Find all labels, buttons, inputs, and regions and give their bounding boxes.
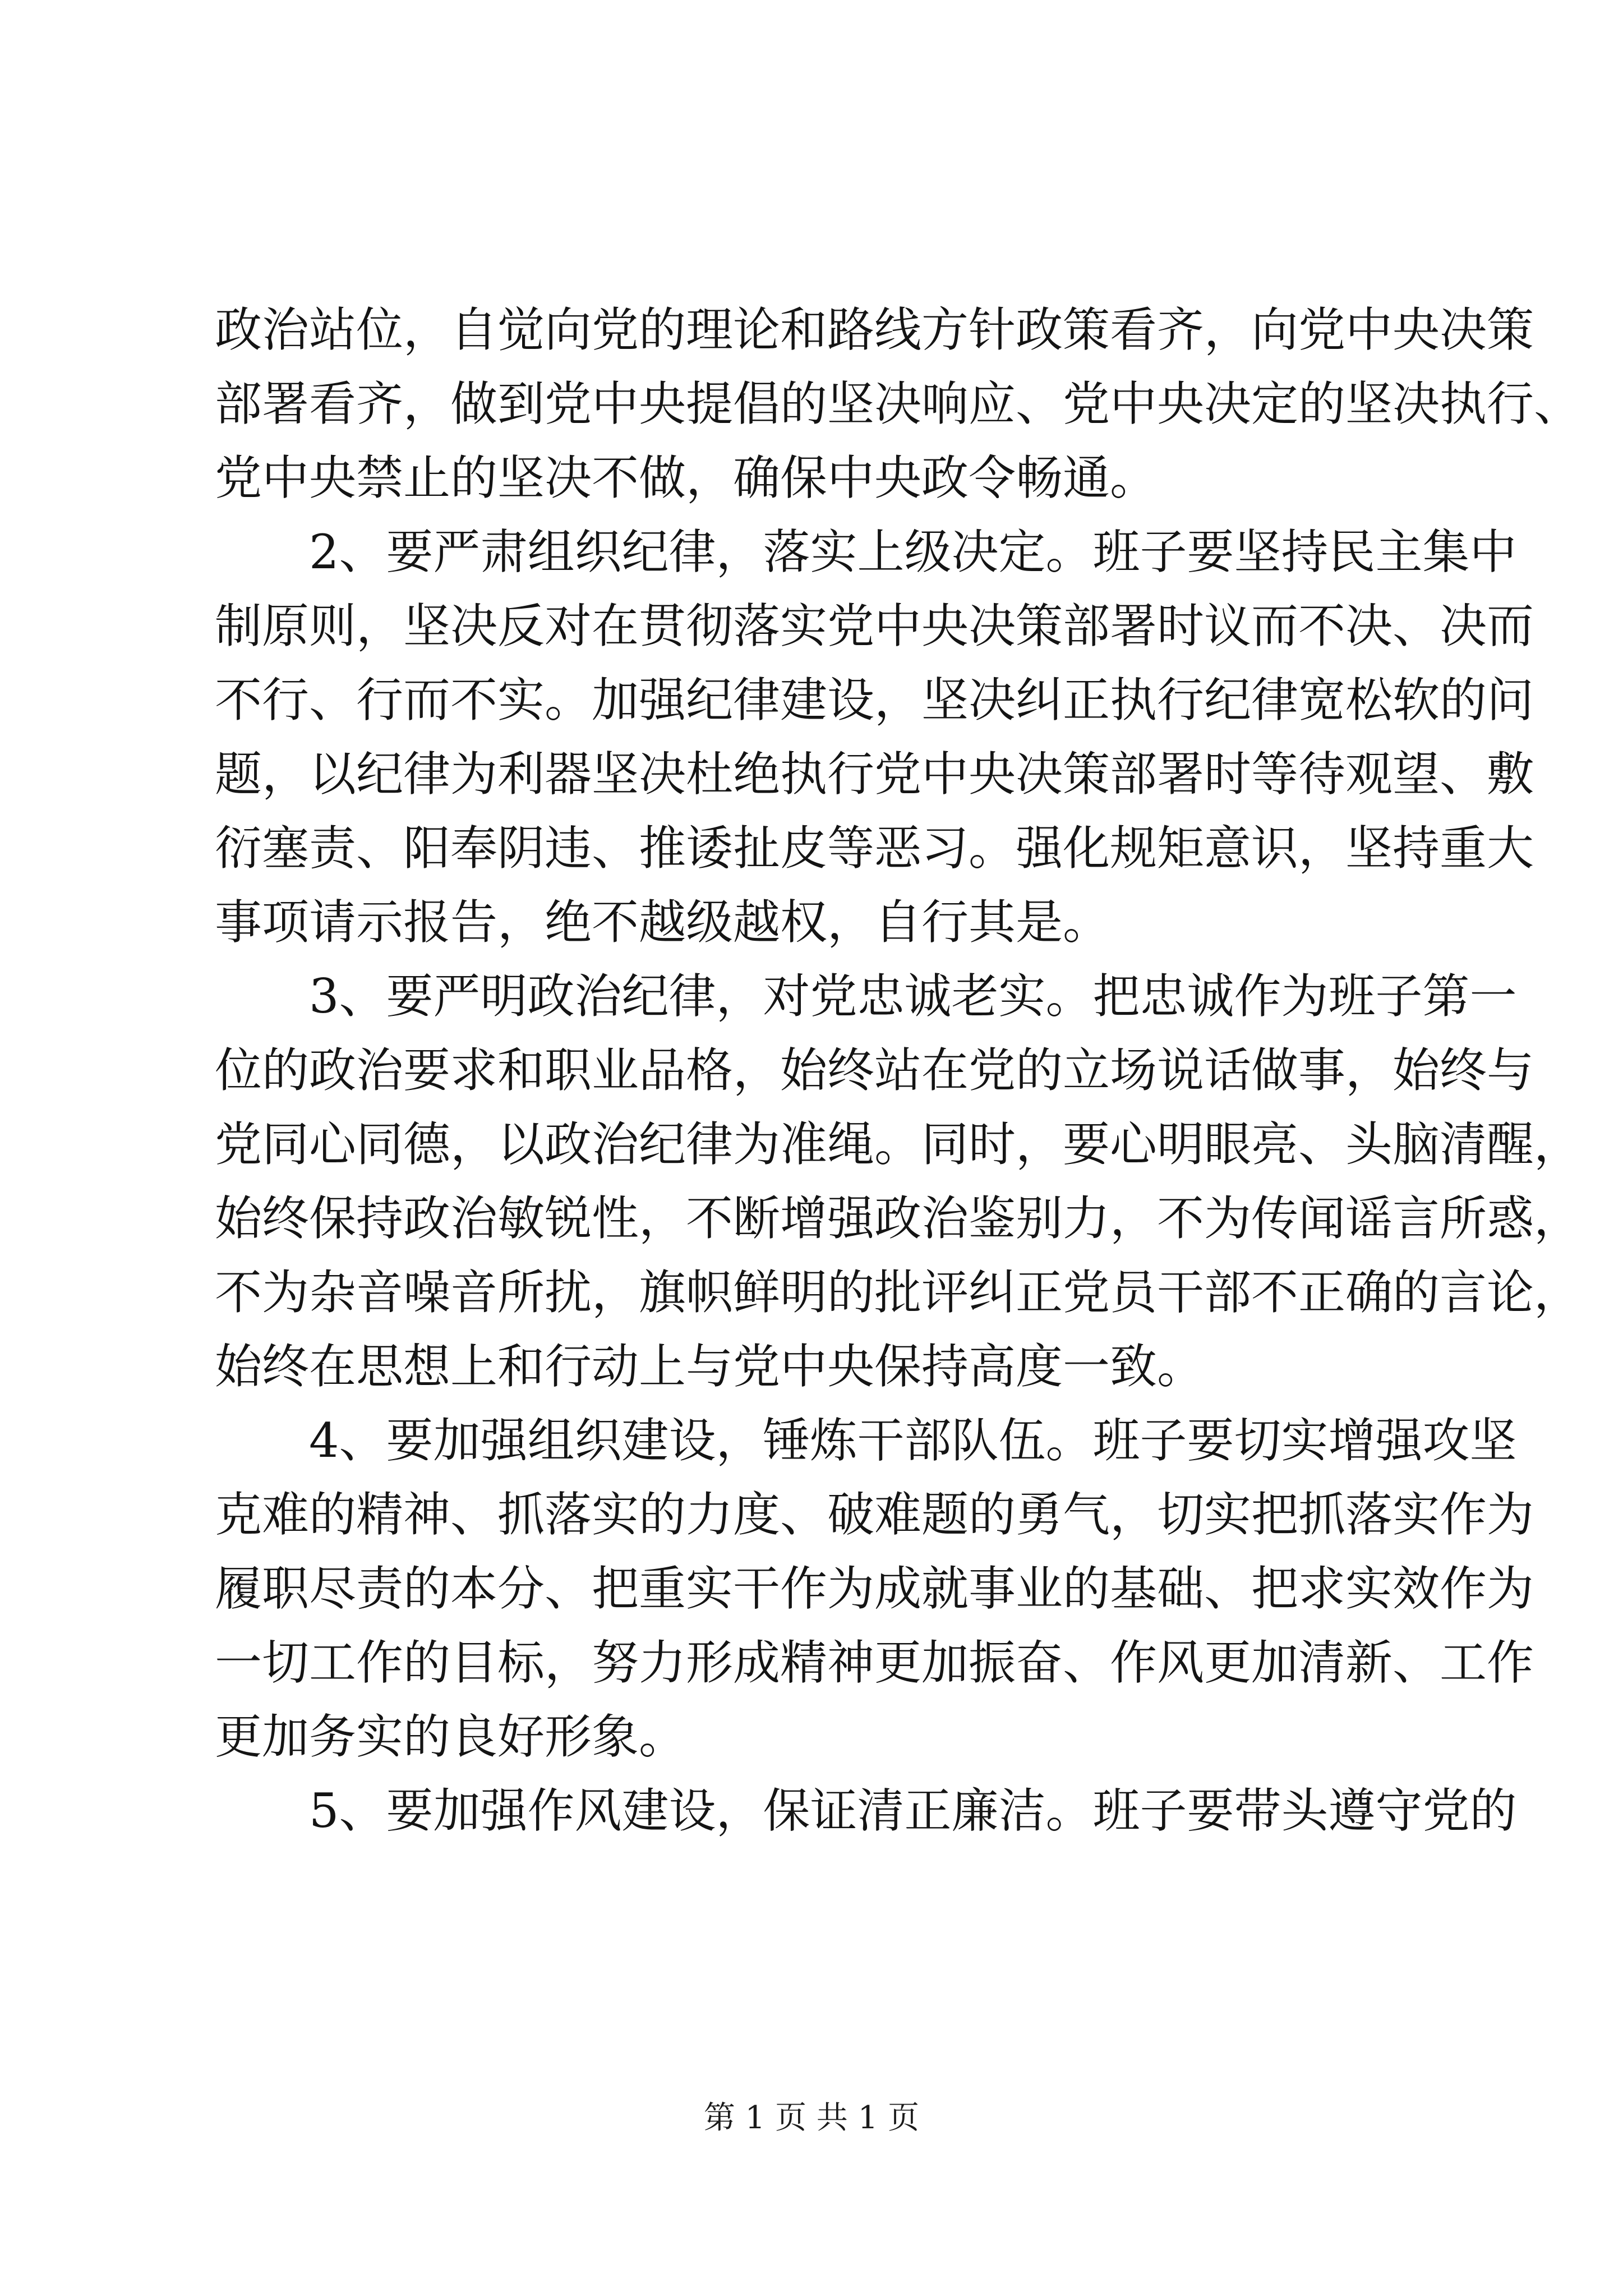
text-line: 不行、行而不实。加强纪律建设，坚决纠正执行纪律宽松软的问 <box>215 673 1534 728</box>
text-line: 事项请示报告，绝不越级越权，自行其是。 <box>215 895 1110 950</box>
text-line: 党中央禁止的坚决不做，确保中央政令畅通。 <box>215 450 1158 505</box>
text-line: 党同心同德，以政治纪律为准绳。同时，要心明眼亮、头脑清醒， <box>215 1117 1581 1172</box>
text-line: 不为杂音噪音所扰，旗帜鲜明的批评纠正党员干部不正确的言论， <box>215 1265 1581 1320</box>
text-line: 履职尽责的本分、把重实干作为成就事业的基础、把求实效作为 <box>215 1561 1534 1616</box>
text-line: 始终保持政治敏锐性，不断增强政治鉴别力，不为传闻谣言所惑， <box>215 1191 1581 1246</box>
page-footer: 第 1 页 共 1 页 <box>703 2100 920 2136</box>
text-line: 更加务实的良好形象。 <box>215 1709 686 1764</box>
text-line: 部署看齐，做到党中央提倡的坚决响应、党中央决定的坚决执行、 <box>215 376 1581 431</box>
text-line: 制原则，坚决反对在贯彻落实党中央决策部署时议而不决、决而 <box>215 599 1534 654</box>
text-line: 5、要加强作风建设，保证清正廉洁。班子要带头遵守党的 <box>309 1783 1517 1838</box>
text-line: 始终在思想上和行动上与党中央保持高度一致。 <box>215 1339 1205 1394</box>
text-line: 克难的精神、抓落实的力度、破难题的勇气，切实把抓落实作为 <box>215 1487 1534 1542</box>
text-line: 3、要严明政治纪律，对党忠诚老实。把忠诚作为班子第一 <box>309 969 1517 1024</box>
text-line: 题，以纪律为利器坚决杜绝执行党中央决策部署时等待观望、敷 <box>215 747 1534 802</box>
text-line: 政治站位，自觉向党的理论和路线方针政策看齐，向党中央决策 <box>215 302 1534 357</box>
text-line: 位的政治要求和职业品格，始终站在党的立场说话做事，始终与 <box>215 1043 1534 1098</box>
text-line: 衍塞责、阳奉阴违、推诿扯皮等恶习。强化规矩意识，坚持重大 <box>215 821 1534 876</box>
text-line: 4、要加强组织建设，锤炼干部队伍。班子要切实增强攻坚 <box>309 1413 1517 1468</box>
text-line: 一切工作的目标，努力形成精神更加振奋、作风更加清新、工作 <box>215 1635 1534 1690</box>
text-line: 2、要严肃组织纪律，落实上级决定。班子要坚持民主集中 <box>309 524 1517 579</box>
document-body <box>215 293 1581 1848</box>
